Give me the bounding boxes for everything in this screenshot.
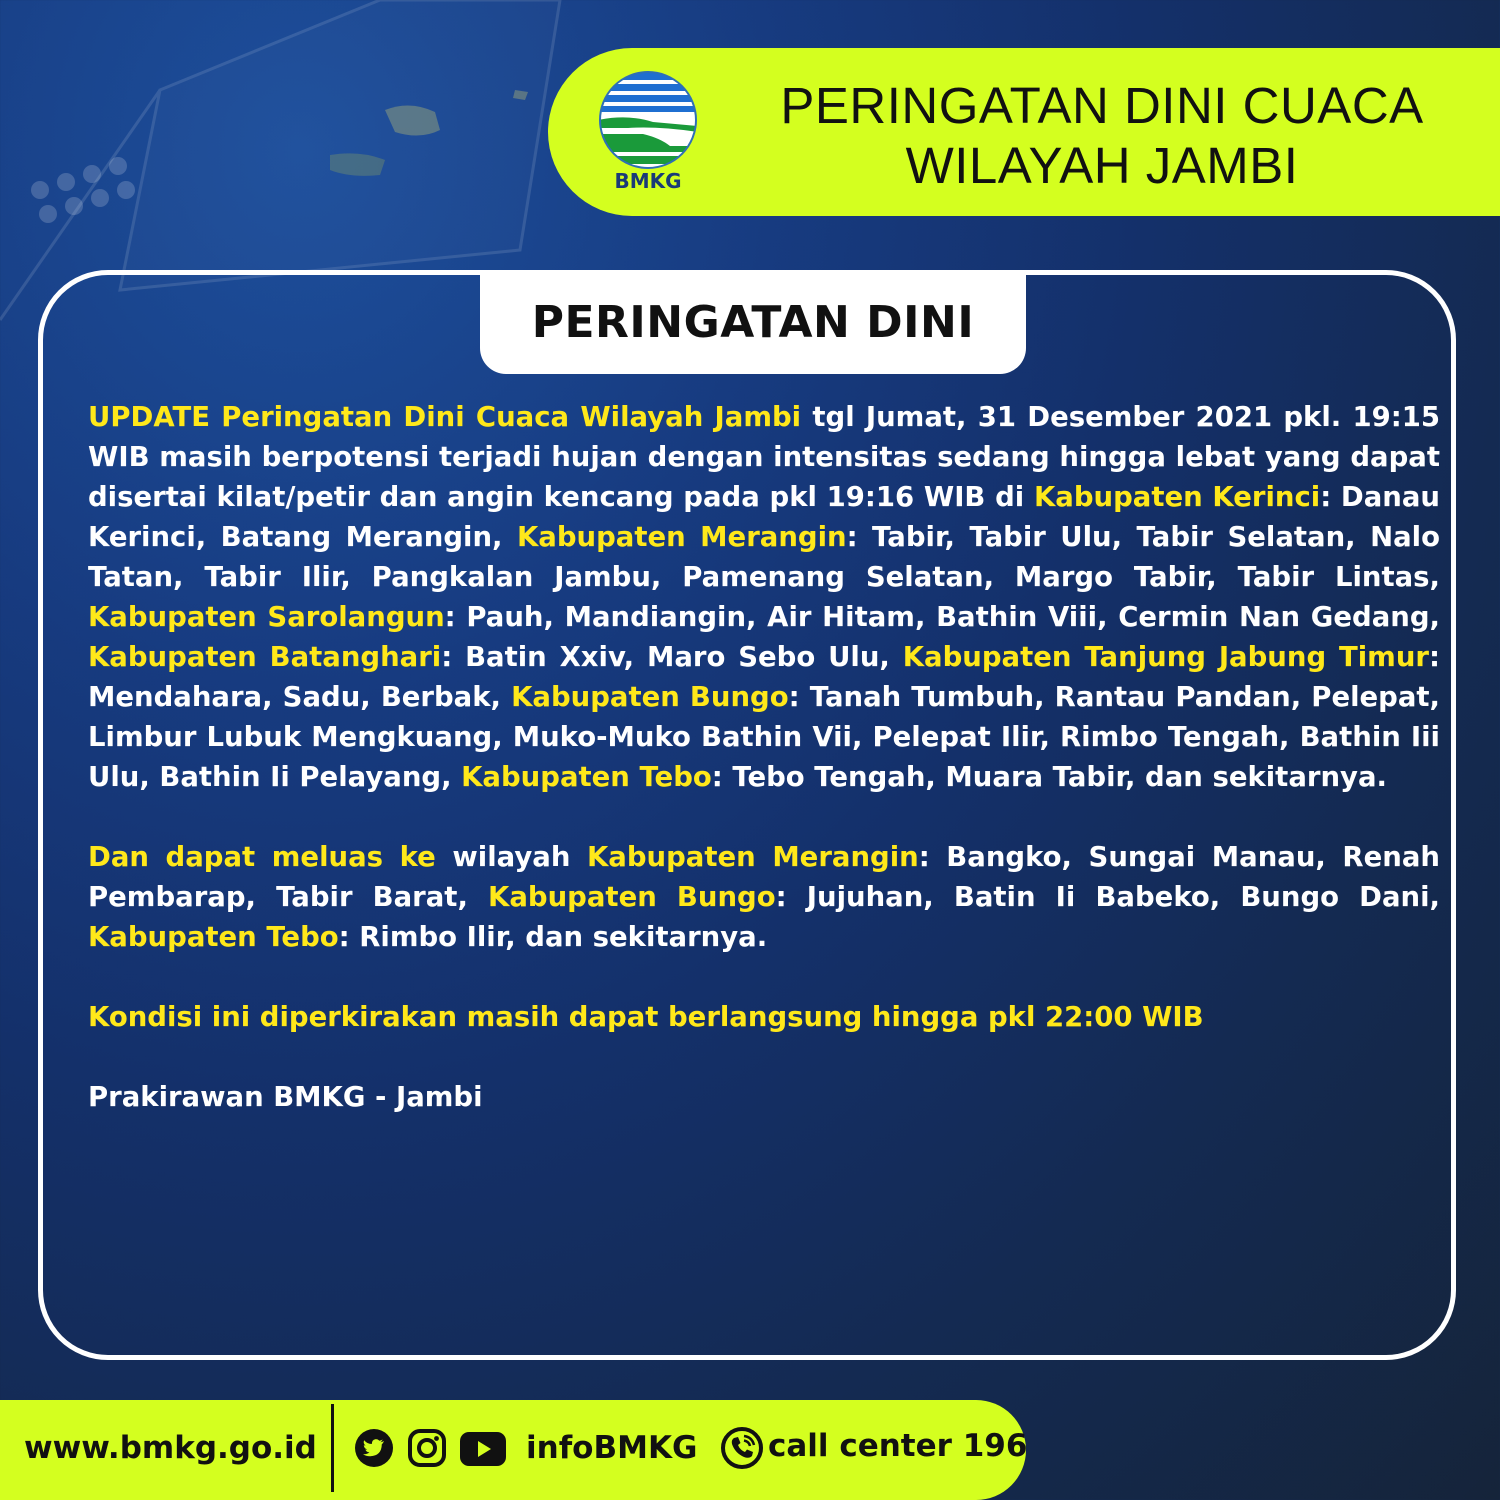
highlighted-text: Kabupaten Bungo — [488, 881, 776, 913]
highlighted-text: Kabupaten Bungo — [511, 681, 789, 713]
website-link[interactable]: www.bmkg.go.id — [24, 1430, 317, 1466]
highlighted-text: Kabupaten Kerinci — [1033, 481, 1321, 513]
highlighted-text: Kabupaten Merangin — [516, 521, 847, 553]
highlighted-text: Dan dapat meluas ke — [88, 841, 436, 873]
body-text: tgl Jumat, 31 Desember 2021 pkl. 19:15 WIB masih berpotensi terjadi hujan dengan intensitas sedang hingga lebat yang dapat disertai kilat/petir dan angin kencang pada pkl 19:16 WIB di — [88, 401, 1440, 513]
instagram-icon[interactable] — [407, 1428, 447, 1468]
title-line-1: PERINGATAN DINI CUACA — [780, 77, 1424, 134]
youtube-icon[interactable] — [460, 1432, 506, 1466]
highlighted-text: Kabupaten Sarolangun — [88, 601, 445, 633]
bmkg-logo-icon — [598, 70, 698, 192]
page-title — [752, 76, 1452, 196]
warning-paragraph-extension — [88, 837, 1440, 957]
body-text: : Mendahara, Sadu, Berbak, — [88, 641, 1440, 713]
twitter-icon[interactable] — [354, 1428, 394, 1468]
warning-duration: Kondisi ini diperkirakan masih dapat berlangsung hingga pkl 22:00 WIB — [88, 1001, 1204, 1033]
title-line-2: WILAYAH JAMBI — [905, 137, 1299, 194]
highlighted-text: Kabupaten Tebo — [461, 761, 712, 793]
body-text: : Tanah Tumbuh, Rantau Pandan, Pelepat, Limbur Lubuk Mengkuang, Muko-Muko Bathin Vii, Pelepat Ilir, Rimbo Tengah, Bathin Iii Ulu, Bathin Ii Pelayang, — [88, 681, 1441, 793]
highlighted-text: UPDATE Peringatan Dini Cuaca Wilayah Jambi — [88, 401, 802, 433]
body-text: : Tebo Tengah, Muara Tabir, dan sekitarnya. — [711, 761, 1387, 793]
highlighted-text: Kabupaten Merangin — [586, 841, 919, 873]
highlighted-text: Kabupaten Tebo — [88, 921, 339, 953]
card-title-tab — [480, 270, 1026, 374]
logo-text: BMKG — [614, 169, 682, 192]
call-center[interactable]: call center 196 — [768, 1428, 1028, 1464]
body-text: wilayah — [435, 841, 587, 873]
body-text: : Pauh, Mandiangin, Air Hitam, Bathin Viii, Cermin Nan Gedang, — [444, 601, 1440, 633]
body-text: : Batin Xxiv, Maro Sebo Ulu, — [441, 641, 903, 673]
highlighted-text: Kabupaten Batanghari — [88, 641, 442, 673]
body-text: : Jujuhan, Batin Ii Babeko, Bungo Dani, — [775, 881, 1441, 913]
body-text: : Danau Kerinci, Batang Merangin, — [88, 481, 1440, 553]
social-handle[interactable]: infoBMKG — [526, 1430, 698, 1466]
card-title: PERINGATAN DINI — [531, 296, 975, 348]
body-text: : Rimbo Ilir, dan sekitarnya. — [338, 921, 768, 953]
footer-divider — [331, 1404, 334, 1492]
body-text: : Bangko, Sungai Manau, Renah Pembarap, Tabir Barat, — [88, 841, 1440, 913]
body-text: : Tabir, Tabir Ulu, Tabir Selatan, Nalo Tatan, Tabir Ilir, Pangkalan Jambu, Pamenang Selatan, Margo Tabir, Tabir Lintas, — [88, 521, 1440, 593]
forecaster-signature: Prakirawan BMKG - Jambi — [88, 1081, 483, 1113]
warning-content — [88, 397, 1440, 1117]
warning-paragraph-main — [88, 397, 1440, 797]
highlighted-text: Kabupaten Tanjung Jabung Timur — [902, 641, 1429, 673]
phone-icon — [720, 1426, 764, 1470]
